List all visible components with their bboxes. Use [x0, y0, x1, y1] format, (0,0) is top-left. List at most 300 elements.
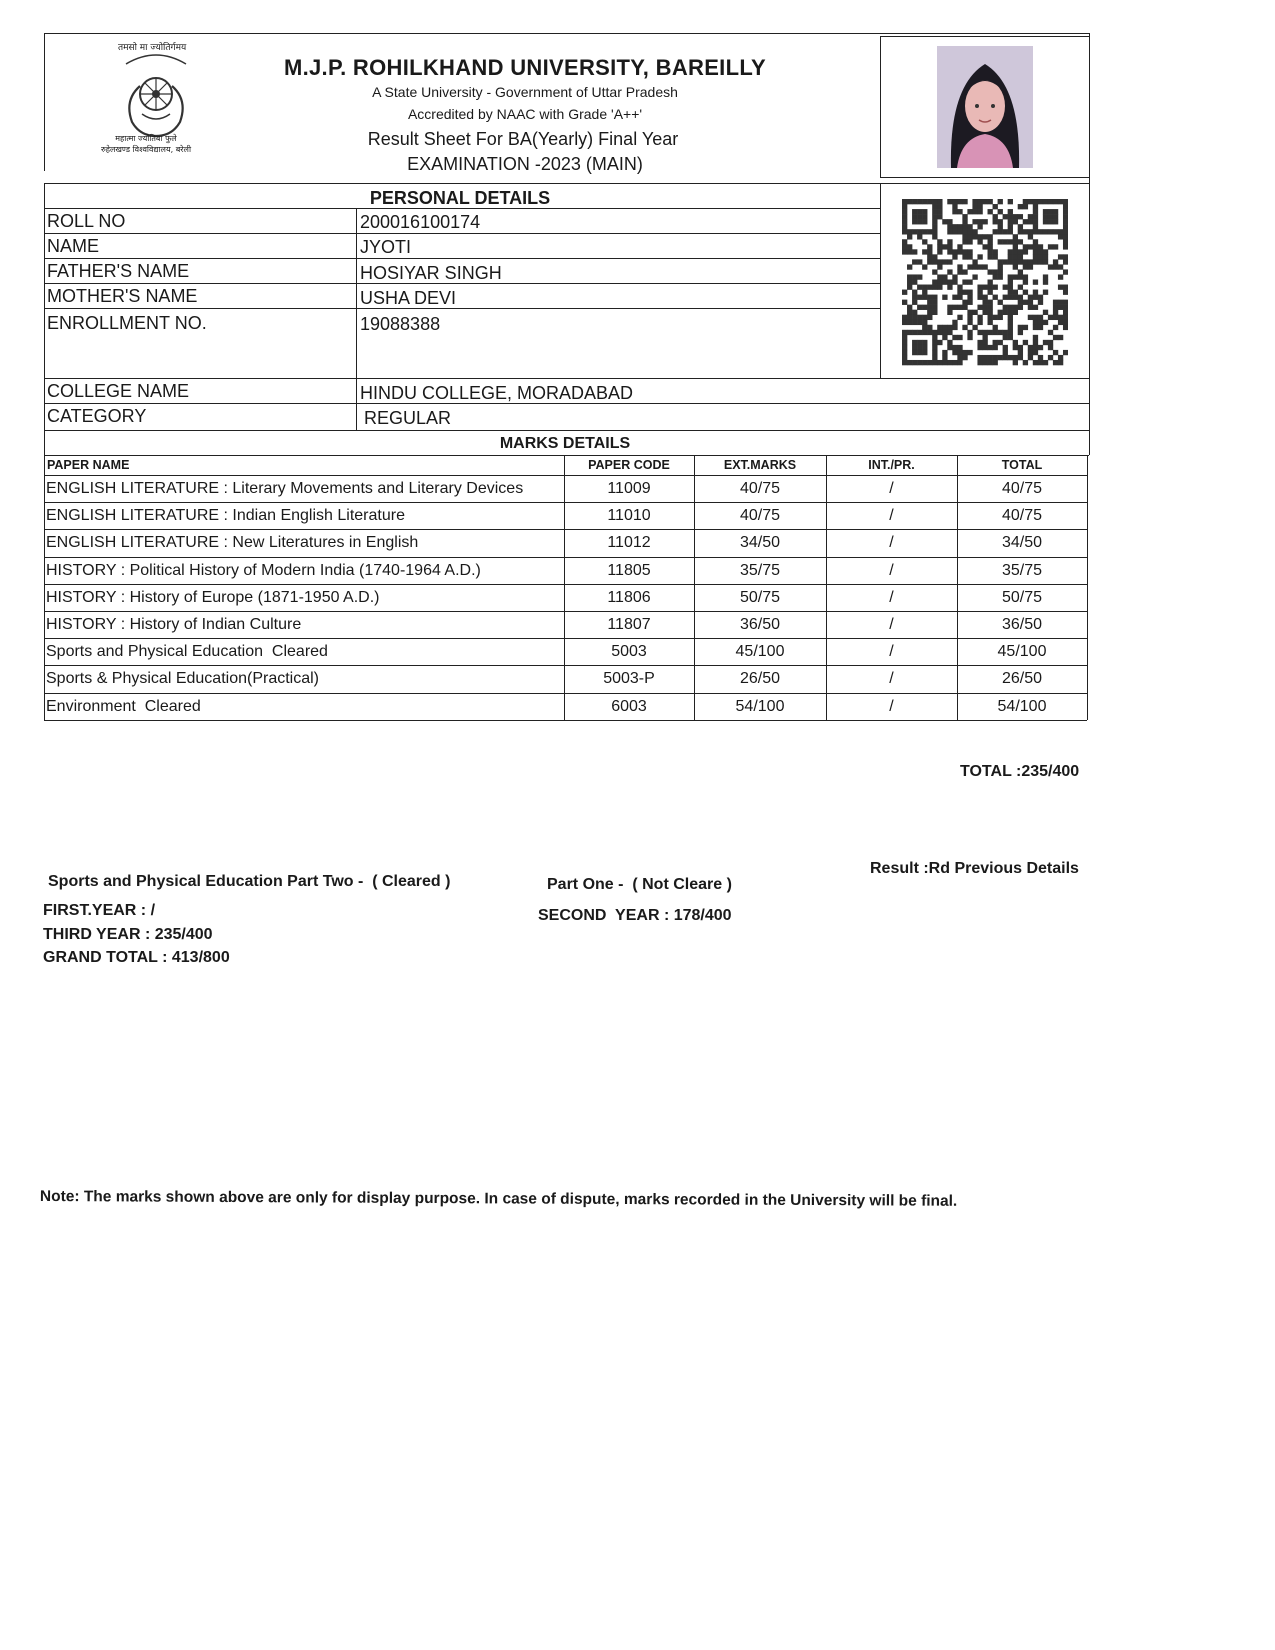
qr-module — [1043, 259, 1048, 264]
qr-module — [907, 244, 912, 249]
qr-module — [977, 315, 982, 320]
qr-module — [937, 199, 942, 204]
paper-code-cell: 11806 — [607, 588, 651, 606]
qr-module — [977, 305, 982, 310]
qr-module — [962, 229, 967, 234]
qr-module — [957, 249, 962, 254]
qr-module — [998, 274, 1003, 279]
qr-module — [1033, 340, 1038, 345]
qr-module — [988, 244, 993, 249]
qr-module — [952, 325, 957, 330]
int-pr-cell: / — [889, 643, 894, 661]
qr-module — [957, 345, 962, 350]
personal-line — [44, 208, 880, 209]
qr-module — [1038, 249, 1043, 254]
marks-row-line — [44, 584, 1087, 585]
qr-module — [962, 279, 967, 284]
qr-module — [942, 360, 947, 365]
qr-module — [1008, 315, 1013, 320]
qr-module — [1048, 345, 1053, 350]
header-ext-marks: EXT.MARKS — [723, 458, 797, 472]
result-label: Result :Rd Previous Details — [870, 860, 1079, 877]
qr-module — [993, 315, 998, 320]
qr-module — [942, 279, 947, 284]
qr-module — [917, 340, 922, 345]
qr-module — [982, 300, 987, 305]
qr-module — [947, 224, 952, 229]
qr-module — [998, 239, 1003, 244]
qr-module — [982, 244, 987, 249]
qr-module — [1018, 274, 1023, 279]
qr-module — [1033, 320, 1038, 325]
qr-module — [998, 229, 1003, 234]
personal-line — [44, 430, 1090, 431]
qr-module — [942, 335, 947, 340]
qr-module — [932, 340, 937, 345]
qr-module — [993, 249, 998, 254]
marks-row-line — [44, 611, 1087, 612]
paper-name-cell: Sports & Physical Education(Practical) — [46, 670, 319, 688]
qr-module — [912, 209, 917, 214]
qr-module — [1018, 229, 1023, 234]
qr-module — [917, 305, 922, 310]
qr-module — [1013, 274, 1018, 279]
marks-col-line — [1087, 455, 1088, 720]
qr-module — [1028, 315, 1033, 320]
qr-module — [962, 300, 967, 305]
qr-module — [988, 269, 993, 274]
header-total: TOTAL — [1001, 458, 1043, 472]
qr-module — [902, 199, 907, 204]
qr-module — [927, 249, 932, 254]
qr-module — [1033, 315, 1038, 320]
total-cell: 35/75 — [1001, 561, 1043, 579]
qr-module — [967, 209, 972, 214]
qr-module — [967, 229, 972, 234]
paper-name-cell: HISTORY : History of Indian Culture — [46, 616, 302, 633]
qr-module — [907, 315, 912, 320]
int-pr-cell: / — [889, 534, 894, 552]
qr-module — [1033, 335, 1038, 340]
qr-module — [942, 274, 947, 279]
qr-module — [1058, 355, 1063, 360]
qr-module — [1003, 345, 1008, 350]
qr-module — [937, 325, 942, 330]
qr-module — [927, 199, 932, 204]
qr-module — [1033, 229, 1038, 234]
qr-module — [977, 320, 982, 325]
qr-module — [1048, 199, 1053, 204]
qr-module — [932, 254, 937, 259]
header-paper-code: PAPER CODE — [588, 458, 670, 472]
qr-module — [988, 285, 993, 290]
qr-module — [942, 295, 947, 300]
qr-module — [998, 330, 1003, 335]
label-roll-no: ROLL NO — [47, 211, 126, 231]
qr-module — [932, 209, 937, 214]
qr-module — [1018, 305, 1023, 310]
qr-module — [932, 285, 937, 290]
qr-module — [1018, 355, 1023, 360]
qr-module — [998, 224, 1003, 229]
qr-module — [962, 249, 967, 254]
qr-module — [988, 330, 993, 335]
qr-module — [1063, 244, 1068, 249]
qr-module — [952, 295, 957, 300]
qr-module — [932, 300, 937, 305]
qr-module — [1003, 285, 1008, 290]
qr-module — [957, 285, 962, 290]
qr-module — [1028, 295, 1033, 300]
qr-module — [912, 340, 917, 345]
qr-module — [1033, 305, 1038, 310]
qr-module — [1018, 345, 1023, 350]
qr-module — [1008, 325, 1013, 330]
qr-module — [922, 345, 927, 350]
qr-module — [927, 254, 932, 259]
qr-module — [962, 214, 967, 219]
qr-module — [937, 259, 942, 264]
qr-module — [952, 274, 957, 279]
value-roll-no: 200016100174 — [360, 212, 481, 232]
ext-marks-cell: 50/75 — [739, 588, 781, 606]
label-college-name: COLLEGE NAME — [47, 381, 190, 401]
qr-module — [1008, 219, 1013, 224]
qr-module — [972, 259, 977, 264]
qr-module — [947, 239, 952, 244]
personal-right-border — [1089, 183, 1090, 455]
qr-module — [1028, 259, 1033, 264]
qr-module — [967, 295, 972, 300]
qr-module — [1063, 305, 1068, 310]
personal-line — [44, 233, 880, 234]
qr-module — [1028, 264, 1033, 269]
qr-module — [1008, 305, 1013, 310]
qr-module — [993, 360, 998, 365]
qr-module — [912, 345, 917, 350]
qr-module — [1038, 325, 1043, 330]
qr-module — [947, 325, 952, 330]
qr-module — [1033, 244, 1038, 249]
qr-module — [902, 300, 907, 305]
qr-module — [902, 330, 907, 335]
qr-module — [1013, 345, 1018, 350]
qr-module — [1033, 295, 1038, 300]
qr-module — [1043, 340, 1048, 345]
label-category: CATEGORY — [47, 406, 147, 426]
qr-module — [988, 315, 993, 320]
qr-module — [1043, 254, 1048, 259]
qr-module — [972, 204, 977, 209]
qr-module — [977, 239, 982, 244]
qr-module — [902, 229, 907, 234]
qr-module — [1063, 325, 1068, 330]
qr-module — [998, 199, 1003, 204]
qr-module — [1063, 209, 1068, 214]
qr-module — [1008, 355, 1013, 360]
qr-module — [1008, 330, 1013, 335]
qr-module — [988, 234, 993, 239]
paper-name-cell: HISTORY : Political History of Modern India (1740-1964 A.D.) — [46, 561, 481, 579]
qr-module — [917, 360, 922, 365]
qr-module — [1048, 330, 1053, 335]
qr-module — [993, 214, 998, 219]
qr-module — [922, 229, 927, 234]
qr-module — [1043, 209, 1048, 214]
qr-module — [1003, 259, 1008, 264]
qr-module — [922, 360, 927, 365]
qr-module — [962, 350, 967, 355]
qr-module — [947, 219, 952, 224]
qr-module — [917, 330, 922, 335]
qr-module — [1008, 335, 1013, 340]
qr-module — [912, 274, 917, 279]
part-one: Part One - ( Not Cleare ) — [547, 876, 732, 893]
paper-name-cell: HISTORY : History of Europe (1871-1950 A.D.) — [46, 588, 380, 606]
qr-module — [1003, 229, 1008, 234]
qr-module — [967, 350, 972, 355]
qr-module — [902, 290, 907, 295]
qr-module — [972, 310, 977, 315]
qr-module — [1023, 204, 1028, 209]
qr-module — [917, 350, 922, 355]
qr-module — [1023, 229, 1028, 234]
qr-module — [932, 335, 937, 340]
university-name: M.J.P. ROHILKHAND UNIVERSITY, BAREILLY — [283, 55, 767, 80]
qr-module — [1058, 229, 1063, 234]
qr-module — [993, 219, 998, 224]
qr-module — [937, 264, 942, 269]
qr-module — [917, 229, 922, 234]
qr-module — [917, 219, 922, 224]
qr-module — [1038, 355, 1043, 360]
qr-module — [932, 204, 937, 209]
qr-module — [993, 229, 998, 234]
qr-module — [1063, 234, 1068, 239]
qr-module — [1038, 244, 1043, 249]
qr-module — [1063, 300, 1068, 305]
qr-module — [927, 244, 932, 249]
qr-module — [937, 214, 942, 219]
qr-module — [922, 295, 927, 300]
qr-module — [998, 259, 1003, 264]
qr-module — [1053, 219, 1058, 224]
qr-module — [1038, 229, 1043, 234]
personal-line — [44, 378, 1090, 379]
qr-module — [902, 224, 907, 229]
qr-module — [1043, 320, 1048, 325]
qr-module — [967, 335, 972, 340]
qr-module — [1063, 199, 1068, 204]
qr-module — [922, 199, 927, 204]
qr-module — [907, 264, 912, 269]
qr-module — [1063, 259, 1068, 264]
qr-module — [922, 249, 927, 254]
qr-module — [957, 360, 962, 365]
qr-module — [952, 335, 957, 340]
qr-module — [1018, 224, 1023, 229]
qr-module — [1013, 340, 1018, 345]
qr-module — [962, 290, 967, 295]
qr-module — [988, 239, 993, 244]
qr-module — [1028, 345, 1033, 350]
qr-module — [962, 234, 967, 239]
qr-module — [1063, 224, 1068, 229]
qr-module — [957, 305, 962, 310]
qr-module — [1018, 249, 1023, 254]
qr-module — [1028, 219, 1033, 224]
qr-module — [993, 204, 998, 209]
qr-module — [912, 229, 917, 234]
qr-module — [988, 310, 993, 315]
qr-module — [962, 199, 967, 204]
qr-module — [927, 315, 932, 320]
qr-module — [957, 269, 962, 274]
qr-module — [902, 249, 907, 254]
qr-module — [1043, 279, 1048, 284]
qr-module — [1023, 325, 1028, 330]
qr-module — [937, 239, 942, 244]
qr-module — [1048, 244, 1053, 249]
qr-module — [972, 199, 977, 204]
qr-module — [937, 279, 942, 284]
qr-module — [907, 274, 912, 279]
qr-module — [1033, 254, 1038, 259]
qr-module — [1058, 264, 1063, 269]
qr-module — [917, 274, 922, 279]
qr-module — [998, 310, 1003, 315]
qr-module — [902, 204, 907, 209]
qr-module — [1063, 229, 1068, 234]
qr-module — [1003, 214, 1008, 219]
qr-module — [1018, 295, 1023, 300]
personal-details-title: PERSONAL DETAILS — [369, 188, 551, 208]
qr-module — [988, 254, 993, 259]
qr-module — [1018, 254, 1023, 259]
qr-module — [1013, 219, 1018, 224]
label-father-name: FATHER'S NAME — [47, 261, 190, 281]
qr-module — [937, 204, 942, 209]
int-pr-cell: / — [889, 670, 894, 688]
qr-module — [1058, 315, 1063, 320]
qr-module — [957, 209, 962, 214]
qr-module — [952, 350, 957, 355]
qr-module — [912, 320, 917, 325]
qr-module — [1048, 264, 1053, 269]
qr-module — [1018, 300, 1023, 305]
qr-module — [922, 209, 927, 214]
qr-module — [1043, 290, 1048, 295]
qr-module — [1008, 254, 1013, 259]
qr-module — [977, 360, 982, 365]
paper-code-cell: 6003 — [611, 697, 647, 715]
qr-module — [1033, 209, 1038, 214]
qr-module — [1038, 295, 1043, 300]
qr-module — [1008, 239, 1013, 244]
qr-module — [1058, 234, 1063, 239]
qr-module — [957, 290, 962, 295]
marks-row-line — [44, 638, 1087, 639]
qr-module — [1033, 345, 1038, 350]
qr-module — [1053, 214, 1058, 219]
qr-module — [1018, 350, 1023, 355]
qr-module — [1038, 199, 1043, 204]
qr-module — [917, 259, 922, 264]
qr-module — [1033, 199, 1038, 204]
qr-module — [967, 320, 972, 325]
qr-module — [1008, 310, 1013, 315]
qr-module — [977, 204, 982, 209]
qr-module — [912, 219, 917, 224]
qr-module — [912, 290, 917, 295]
qr-module — [982, 355, 987, 360]
qr-module — [912, 214, 917, 219]
qr-module — [982, 264, 987, 269]
qr-module — [1063, 239, 1068, 244]
qr-module — [1018, 204, 1023, 209]
qr-module — [993, 325, 998, 330]
paper-code-cell: 11009 — [607, 480, 651, 497]
qr-module — [902, 360, 907, 365]
qr-module — [1053, 244, 1058, 249]
qr-module — [952, 224, 957, 229]
qr-module — [967, 300, 972, 305]
qr-module — [1058, 305, 1063, 310]
qr-module — [902, 335, 907, 340]
qr-module — [1063, 214, 1068, 219]
qr-module — [967, 224, 972, 229]
qr-module — [947, 279, 952, 284]
second-year: SECOND YEAR : 178/400 — [538, 907, 732, 924]
qr-module — [982, 305, 987, 310]
qr-module — [1033, 214, 1038, 219]
paper-code-cell: 11010 — [607, 507, 651, 525]
paper-code-cell: 5003 — [611, 643, 647, 661]
qr-module — [1053, 350, 1058, 355]
qr-module — [1008, 209, 1013, 214]
qr-module — [967, 264, 972, 269]
qr-module — [1003, 335, 1008, 340]
paper-name-cell: ENGLISH LITERATURE : Indian English Literature — [46, 507, 405, 525]
qr-module — [902, 355, 907, 360]
qr-module — [957, 355, 962, 360]
qr-module — [1023, 219, 1028, 224]
qr-module — [922, 340, 927, 345]
qr-module — [1043, 214, 1048, 219]
qr-module — [982, 360, 987, 365]
qr-module — [907, 279, 912, 284]
qr-module — [1013, 254, 1018, 259]
marks-col-line — [44, 455, 45, 720]
qr-module — [927, 259, 932, 264]
qr-module — [1063, 315, 1068, 320]
qr-module — [972, 264, 977, 269]
qr-module — [902, 315, 907, 320]
qr-module — [1063, 350, 1068, 355]
qr-module — [967, 239, 972, 244]
header-left-border — [44, 33, 45, 171]
qr-module — [1013, 264, 1018, 269]
result-sheet-title: Result Sheet For BA(Yearly) Final Year — [367, 129, 679, 149]
qr-module — [937, 209, 942, 214]
qr-module — [907, 234, 912, 239]
qr-module — [947, 249, 952, 254]
marks-row-line — [44, 720, 1087, 721]
qr-module — [1048, 229, 1053, 234]
examination-title: EXAMINATION -2023 (MAIN) — [407, 154, 643, 174]
qr-module — [947, 310, 952, 315]
qr-module — [932, 350, 937, 355]
